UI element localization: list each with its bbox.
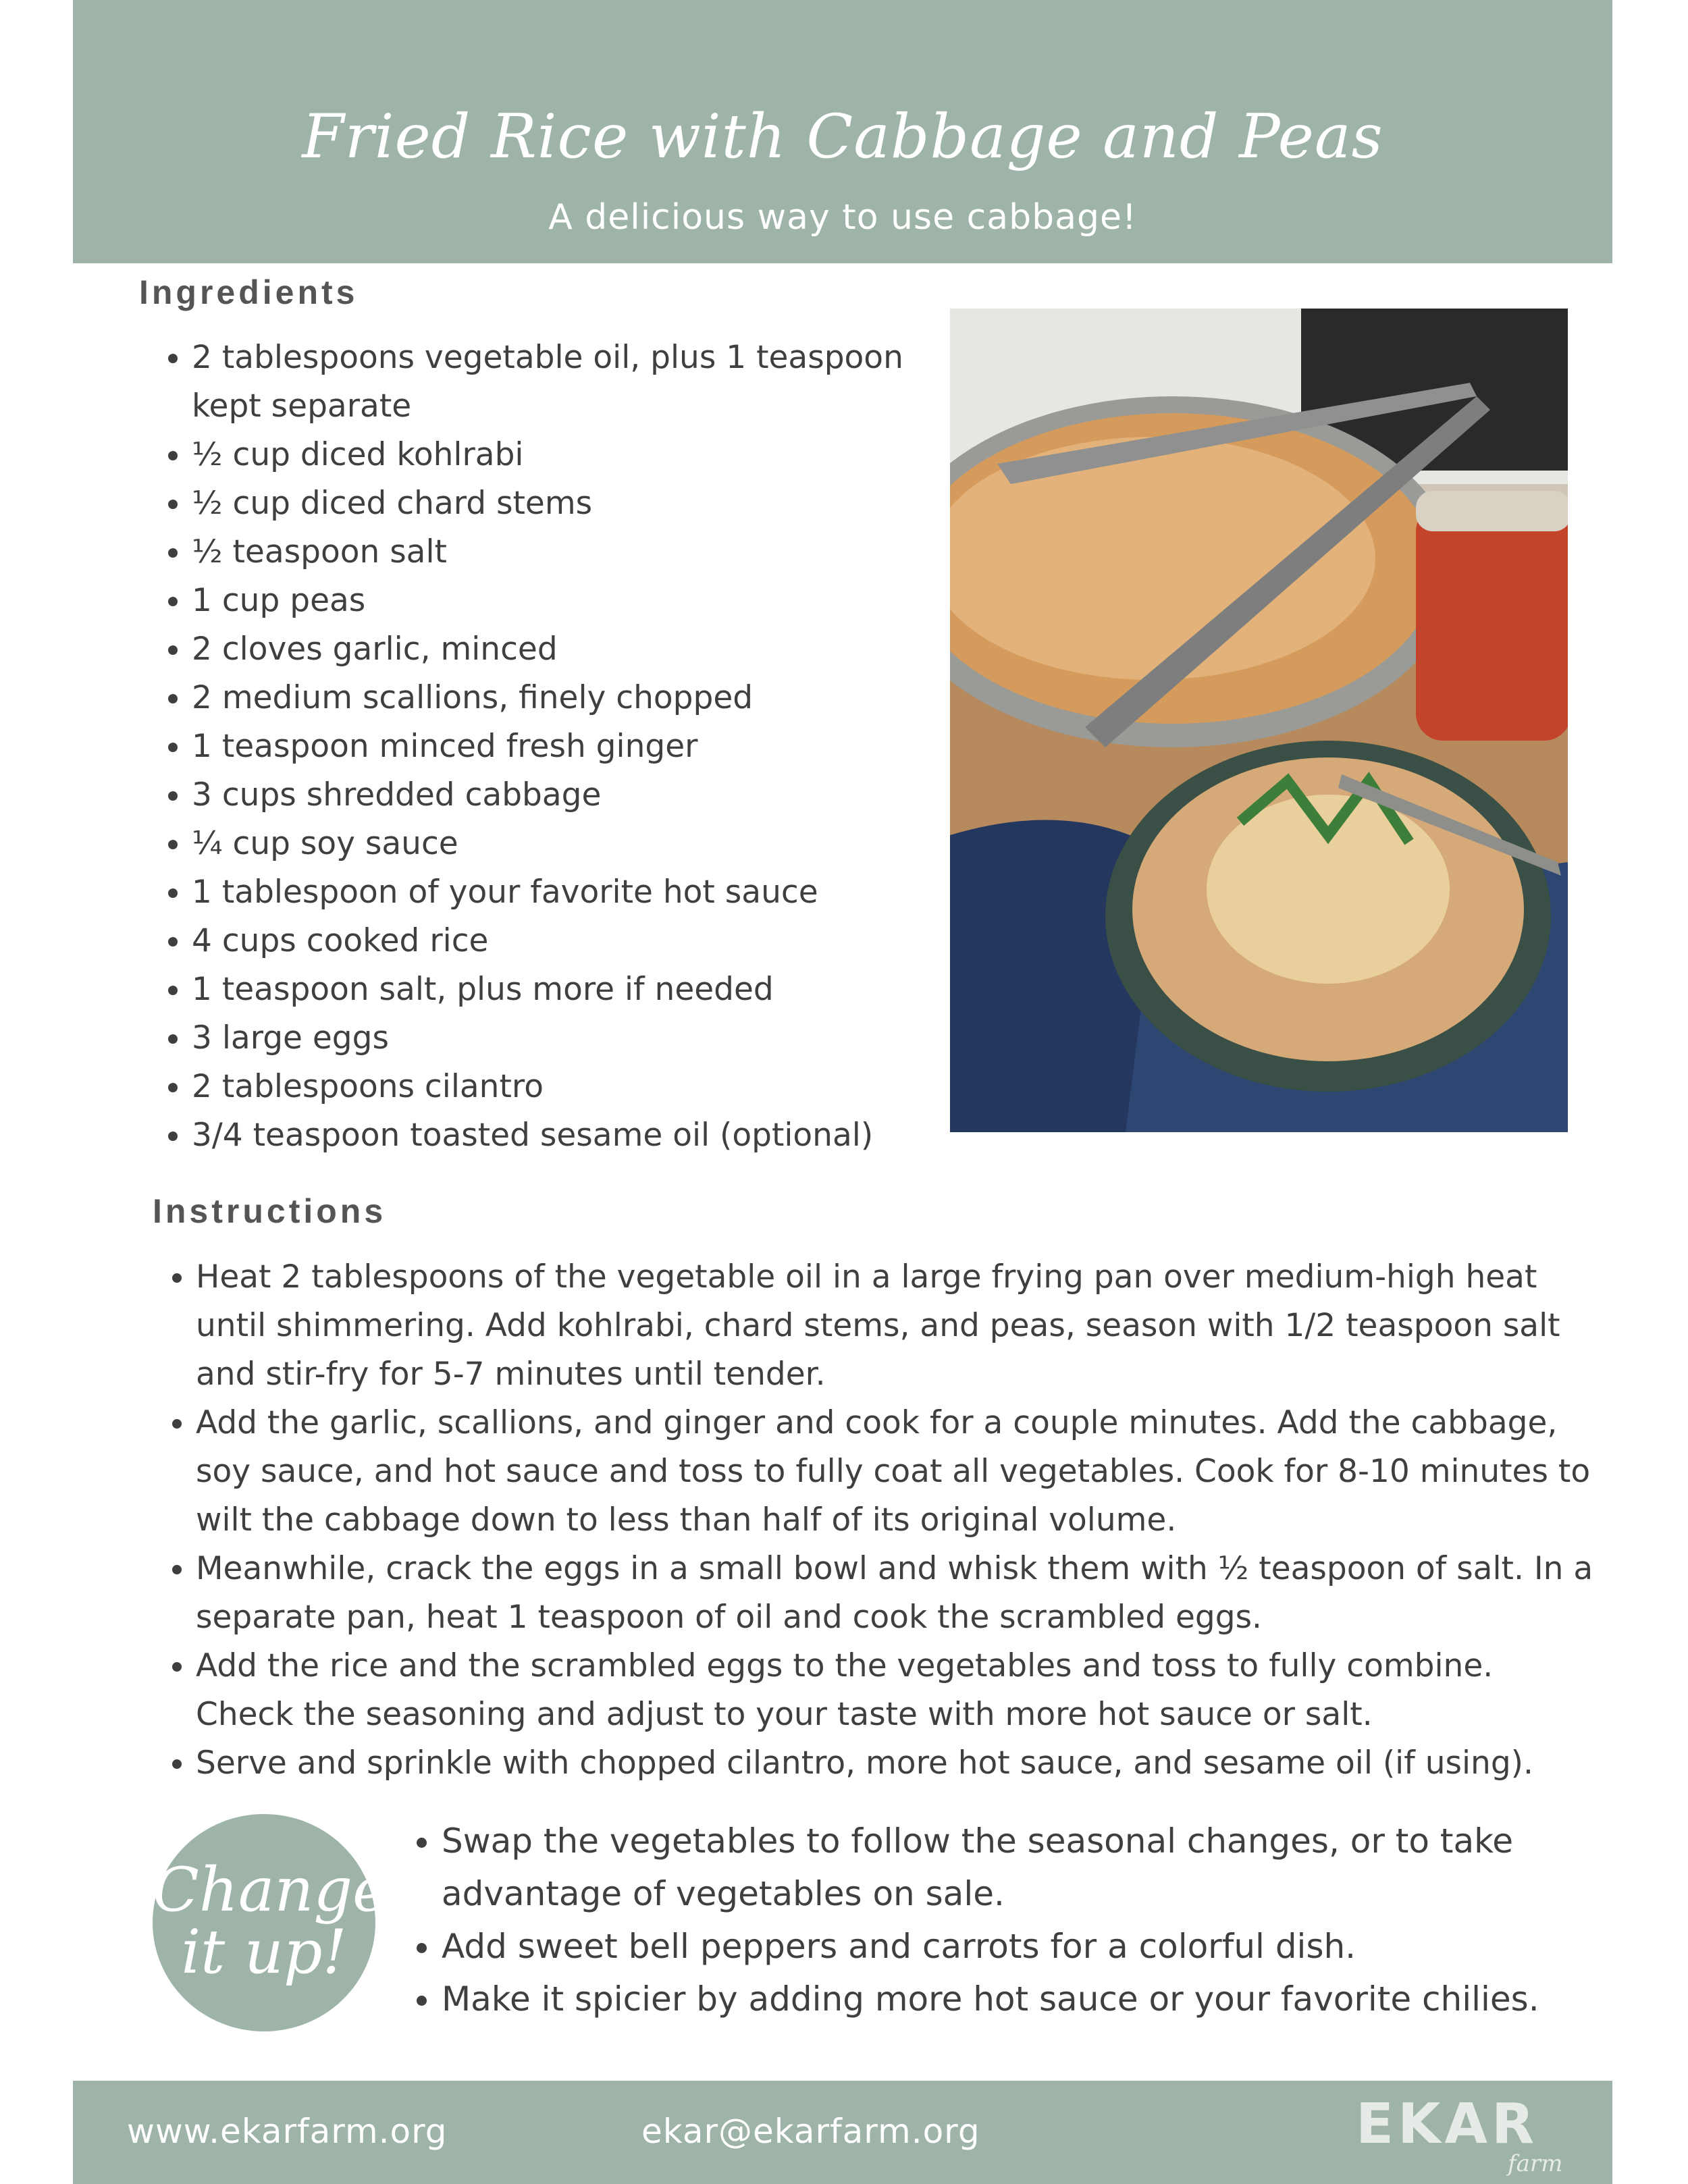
tip-item: • Swap the vegetables to follow the seasonal changes, or to take advantage of vegetables on sale. [442,1815,1630,1920]
ingredient-item: • 1 teaspoon minced fresh ginger [192,722,968,771]
email-link[interactable]: ekar@ekarfarm.org [641,2112,980,2151]
ingredient-item: • 1 tablespoon of your favorite hot sauce [192,868,968,917]
ingredient-item: • ½ cup diced kohlrabi [192,431,968,479]
fried-rice-photo [950,309,1568,1132]
ingredient-item: • 2 cloves garlic, minced [192,625,968,674]
ingredient-item: • 2 medium scallions, finely chopped [192,674,968,722]
ekar-logo-icon [1349,2090,1592,2178]
ingredient-item: • ½ teaspoon salt [192,528,968,577]
tip-item: • Make it spicier by adding more hot sauce or your favorite chilies. [442,1973,1630,2025]
ingredient-item: • 2 tablespoons vegetable oil, plus 1 teaspoon kept separate [192,334,968,431]
ekar-farm-logo [1349,2090,1592,2178]
ingredient-item: • 3 cups shredded cabbage [192,771,968,820]
ingredient-item: • 2 tablespoons cilantro [192,1063,968,1111]
header-banner [73,0,1612,263]
ingredients-heading: Ingredients [139,273,359,311]
tip-item: • Add sweet bell peppers and carrots for a colorful dish. [442,1920,1630,1973]
ingredient-item: • 4 cups cooked rice [192,917,968,965]
ingredient-item: • 1 cup peas [192,577,968,625]
ingredient-item: • 3/4 teaspoon toasted sesame oil (optional) [192,1111,968,1160]
recipe-title: Fried Rice with Cabbage and Peas [302,101,1383,172]
ingredient-item: • ½ cup diced chard stems [192,479,968,528]
badge-line-2: it up! [181,1917,347,1988]
instructions-list [161,1253,1600,1788]
footer-bar [73,2081,1612,2184]
instructions-heading: Instructions [153,1192,387,1230]
logo-sub-text: farm [1508,2150,1563,2177]
ingredients-list [161,334,968,1160]
instruction-step: • Serve and sprinkle with chopped cilantro, more hot sauce, and sesame oil (if using). [196,1739,1600,1788]
recipe-subtitle: A delicious way to use cabbage! [548,197,1137,238]
website-link[interactable]: www.ekarfarm.org [127,2112,448,2151]
instruction-step: • Meanwhile, crack the eggs in a small bowl and whisk them with ½ teaspoon of salt. In a separate pan, heat 1 teaspoon of oil and cook the scrambled eggs. [196,1545,1600,1642]
badge-line-1: Change [153,1855,389,1925]
ingredient-item: • ¼ cup soy sauce [192,820,968,868]
tips-list [405,1815,1630,2025]
instruction-step: • Heat 2 tablespoons of the vegetable oil in a large frying pan over medium-high heat until shimmering. Add kohlrabi, chard stems, and peas, season with 1/2 teaspoon salt and stir-fry for 5-7 minutes until tender. [196,1253,1600,1399]
logo-main-text: EKAR [1356,2092,1539,2156]
change-it-up-badge [153,1814,389,2031]
ingredient-item: • 1 teaspoon salt, plus more if needed [192,965,968,1014]
instruction-step: • Add the rice and the scrambled eggs to the vegetables and toss to fully combine. Check the seasoning and adjust to your taste with more hot sauce or salt. [196,1642,1600,1739]
fried-rice-illustration [950,309,1568,1132]
ingredient-item: • 3 large eggs [192,1014,968,1063]
instruction-step: • Add the garlic, scallions, and ginger and cook for a couple minutes. Add the cabbage, soy sauce, and hot sauce and toss to fully coat all vegetables. Cook for 8-10 minutes to wilt the cabbage down to less than half of its original volume. [196,1399,1600,1545]
